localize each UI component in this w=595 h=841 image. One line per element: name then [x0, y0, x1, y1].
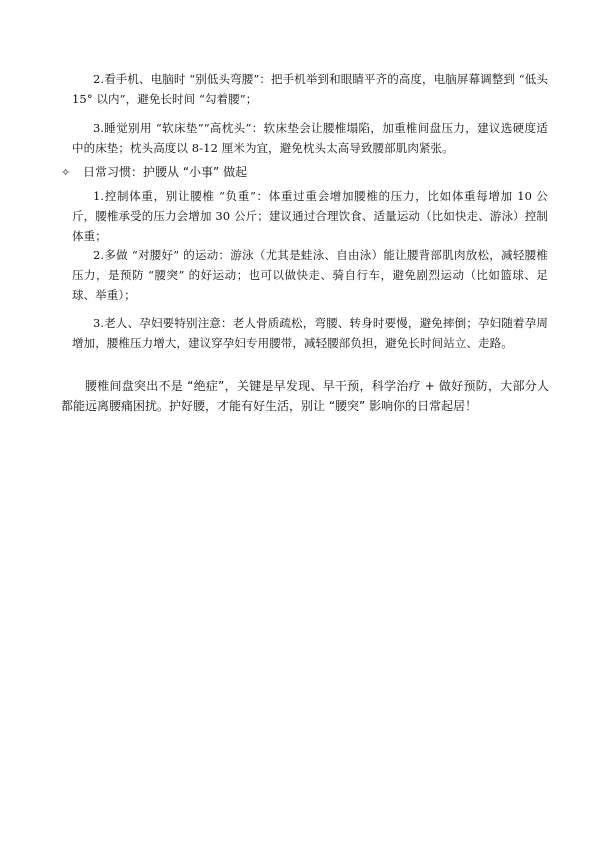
posture-tip-sleep: 3.睡觉别用 “软床垫”“高枕头”：软床垫会让腰椎塌陷，加重椎间盘压力，建议选硬度适中的床垫；枕头高度以 8-12 厘米为宜，避免枕头太高导致腰部肌肉紧张。 — [72, 121, 548, 155]
section-heading-text: 日常习惯：护腰从 “小事” 做起 — [83, 165, 248, 179]
habit-item-elderly-pregnant: 3.老人、孕妇要特别注意：老人骨质疏松，弯腰、转身时要慢，避免摔倒；孕妇随着孕周增加，腰椎压力增大，建议穿孕妇专用腰带，减轻腰部负担，避免长时间站立、走路。 — [72, 316, 548, 350]
diamond-bullet-icon: ✧ — [61, 166, 71, 179]
conclusion-paragraph: 腰椎间盘突出不是 “绝症”，关键是早发现、早干预，科学治疗 + 做好预防，大部分人都能远离腰痛困扰。护好腰，才能有好生活，别让 “腰突” 影响你的日常起居！ — [61, 379, 549, 413]
habit-item-exercise: 2.多做 “对腰好” 的运动：游泳（尤其是蛙泳、自由泳）能让腰背部肌肉放松，减轻腰椎压力，是预防 “腰突” 的好运动；也可以做快走、骑自行车，避免剧烈运动（比如篮球、足球、举重）； — [72, 248, 548, 302]
habit-item-weight: 1.控制体重，别让腰椎 “负重”：体重过重会增加腰椎的压力，比如体重每增加 10 公斤，腰椎承受的压力会增加 30 公斤；建议通过合理饮食、适量运动（比如快走、游泳）控制体重； — [72, 189, 548, 243]
posture-tip-phone: 2.看手机、电脑时 “别低头弯腰”：把手机举到和眼睛平齐的高度，电脑屏幕调整到 “低头 15° 以内”，避免长时间 “勾着腰”； — [72, 72, 548, 106]
section-heading — [61, 162, 551, 183]
